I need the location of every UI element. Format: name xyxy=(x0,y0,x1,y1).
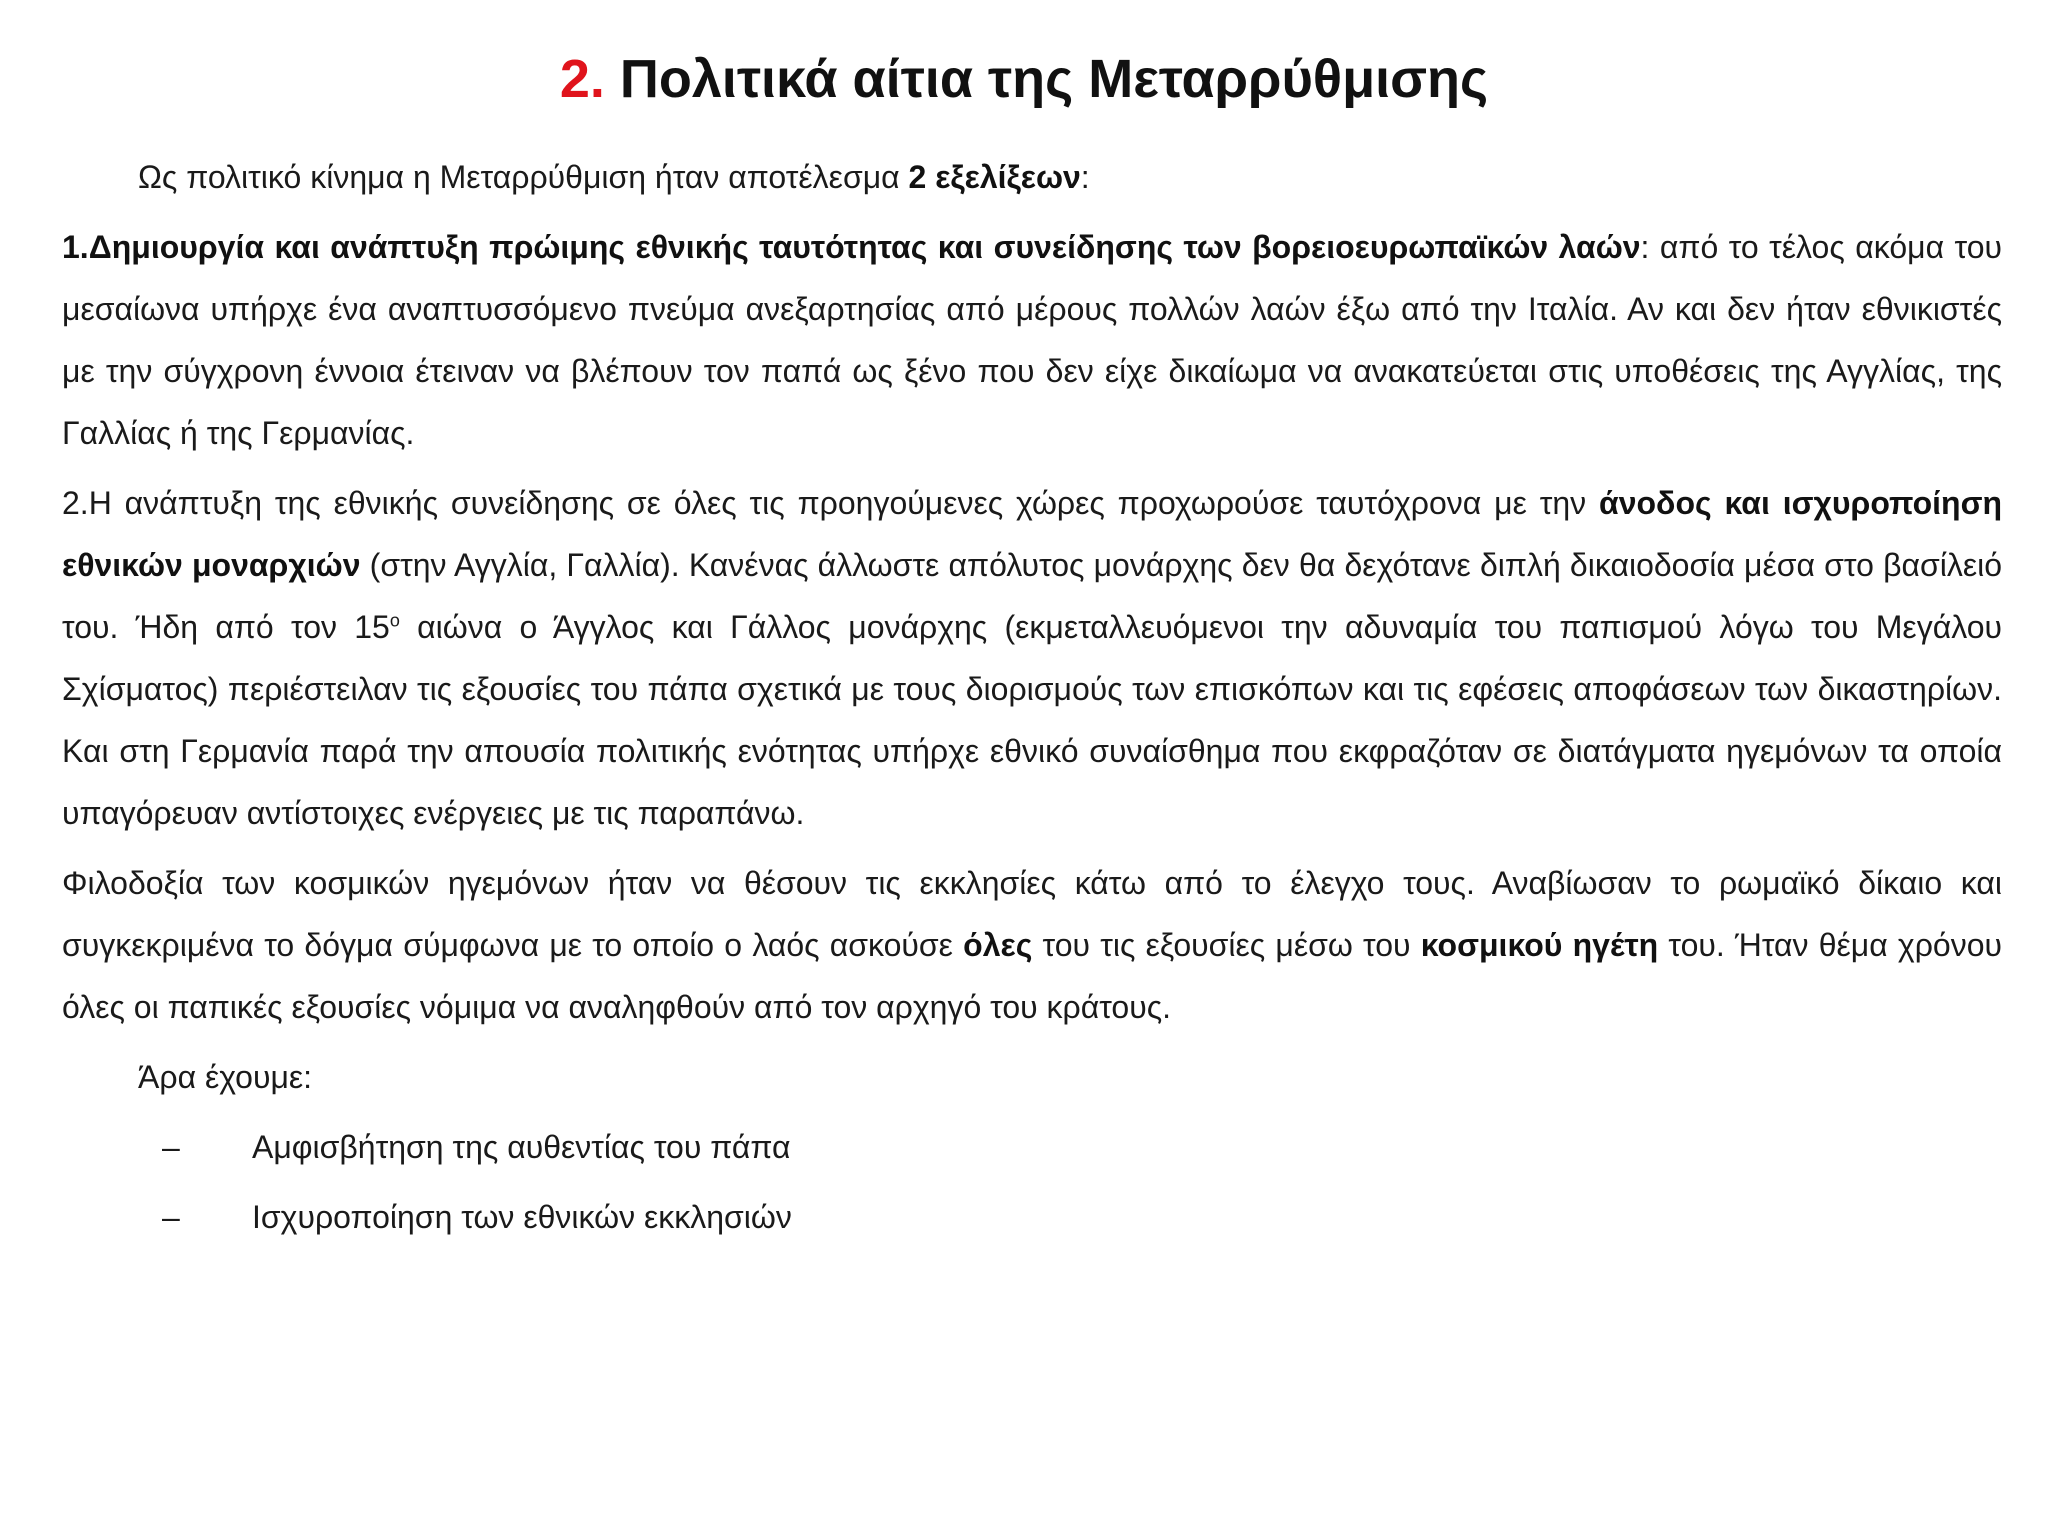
point-2-bold: άνοδος και ισχυροποίηση εθνικών μοναρχιών xyxy=(62,485,2003,583)
title-number: 2. xyxy=(559,49,605,109)
point-3-bold-2: κοσμικού ηγέτη xyxy=(1420,927,1659,963)
point-2-text-2: (στην Αγγλία, Γαλλία). Κανένας άλλωστε απόλυτος μονάρχης δεν θα δεχότανε διπλή δικαιοδοσία μέσα στο βασίλειό του. Ήδη από τον 15 xyxy=(62,547,2003,645)
list-item-text: Αμφισβήτηση της αυθεντίας του πάπα xyxy=(252,1129,791,1165)
list-item xyxy=(62,1186,2002,1248)
point-1-text: : από το τέλος ακόμα του μεσαίωνα υπήρχε ένα αναπτυσσόμενο πνεύμα ανεξαρτησίας από μέρους πολλών λαών έξω από την Ιταλία. Αν και δεν ήταν εθνικιστές με την σύγχρονη έννοια έτειναν να βλέπουν τον παπά ως ξένο που δεν είχε δικαίωμα να ανακατεύεται στις υποθέσεις της Αγγλίας, της Γαλλίας ή της Γερμανίας. xyxy=(62,229,2002,451)
page-title xyxy=(0,44,2048,114)
century-superscript: ο xyxy=(389,610,400,631)
point-3-paragraph xyxy=(62,852,2002,1038)
dash-bullet: – xyxy=(162,1129,180,1165)
slide-body xyxy=(62,146,2002,1256)
dash-bullet: – xyxy=(162,1199,180,1235)
point-1-heading: 1.Δημιουργία και ανάπτυξη πρώιμης εθνικής ταυτότητας και συνείδησης των βορειοευρωπαϊκών λαών xyxy=(62,229,1641,265)
point-3-text-1: Φιλοδοξία των κοσμικών ηγεμόνων ήταν να θέσουν τις εκκλησίες κάτω από το έλεγχο τους. Αναβίωσαν το ρωμαϊκό δίκαιο και συγκεκριμένα το δόγμα σύμφωνα με το οποίο ο λαός ασκούσε xyxy=(62,865,2002,963)
intro-paragraph xyxy=(62,146,2002,208)
point-2-text-1: 2.Η ανάπτυξη της εθνικής συνείδησης σε όλες τις προηγούμενες χώρες προχωρούσε ταυτόχρονα με την xyxy=(62,485,1600,521)
title-text: Πολιτικά αίτια της Μεταρρύθμισης xyxy=(619,49,1489,109)
conclusion-lead: Άρα έχουμε: xyxy=(138,1059,313,1095)
point-1-paragraph xyxy=(62,216,2002,464)
intro-text: Ως πολιτικό κίνημα η Μεταρρύθμιση ήταν αποτέλεσμα xyxy=(138,159,909,195)
list-item xyxy=(62,1116,2002,1178)
point-2-paragraph xyxy=(62,472,2002,844)
conclusion-list xyxy=(62,1116,2002,1248)
intro-bold: 2 εξελίξεων xyxy=(908,159,1081,195)
point-3-text-2: του τις εξουσίες μέσω του xyxy=(1032,927,1421,963)
list-item-text: Ισχυροποίηση των εθνικών εκκλησιών xyxy=(252,1199,792,1235)
point-2-text-3: αιώνα ο Άγγλος και Γάλλος μονάρχης (εκμεταλλευόμενοι την αδυναμία του παπισμού λόγω του Μεγάλου Σχίσματος) περιέστειλαν τις εξουσίες του πάπα σχετικά με τους διορισμούς των επισκόπων και τις εφέσεις αποφάσεων των δικαστηρίων. Και στη Γερμανία παρά την απουσία πολιτικής ενότητας υπήρχε εθνικό συναίσθημα που εκφραζόταν σε διατάγματα ηγεμόνων τα οποία υπαγόρευαν αντίστοιχες ενέργειες με τις παραπάνω. xyxy=(62,609,2003,831)
intro-end: : xyxy=(1080,159,1090,195)
point-3-text-3: του. Ήταν θέμα χρόνου όλες οι παπικές εξουσίες νόμιμα να αναληφθούν από τον αρχηγό του κράτους. xyxy=(62,927,2003,1025)
point-3-bold-1: όλες xyxy=(963,927,1033,963)
